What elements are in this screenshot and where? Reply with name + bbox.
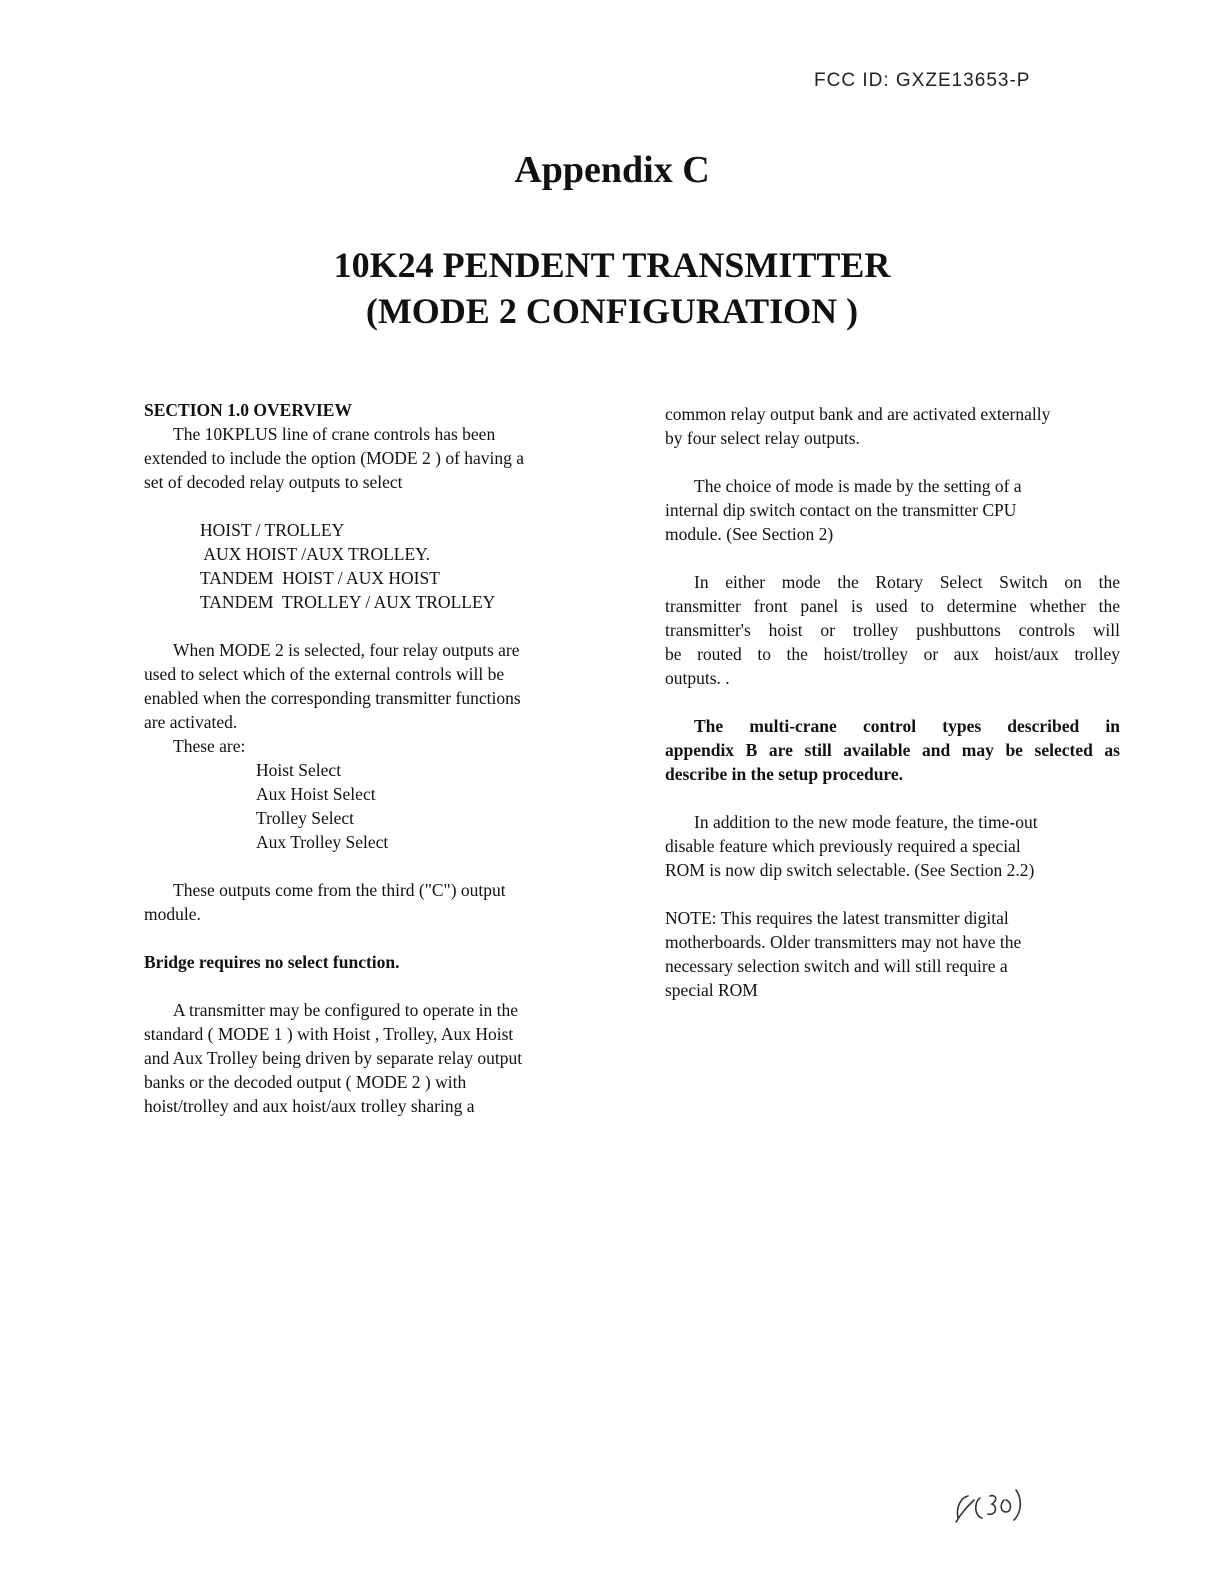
paragraph-line: module.	[144, 904, 201, 924]
timeout-paragraph	[665, 810, 1120, 882]
list-item: Hoist Select	[256, 760, 342, 780]
note-paragraph	[665, 906, 1120, 1002]
fcc-id: FCC ID: GXZE13653-P	[814, 70, 1031, 91]
select-outputs-list	[144, 758, 584, 854]
appendix-heading: Appendix C	[514, 149, 710, 191]
list-item: TANDEM HOIST / AUX HOIST	[200, 568, 440, 588]
paragraph-line: The choice of mode is made by the setting of a	[694, 476, 1022, 496]
paragraph-line: transmitter front panel is used to determine whether the	[665, 596, 1120, 616]
paragraph-line: are activated.	[144, 712, 238, 732]
paragraph-line: The 10KPLUS line of crane controls has been	[173, 424, 496, 444]
overview-paragraph	[144, 422, 584, 494]
paragraph-line: standard ( MODE 1 ) with Hoist , Trolley, Aux Hoist	[144, 1024, 514, 1044]
paragraph-line: In either mode the Rotary Select Switch on the	[694, 572, 1120, 592]
paragraph-line: motherboards. Older transmitters may not have the	[665, 932, 1022, 952]
paragraph-line: ROM is now dip switch selectable. (See Section 2.2)	[665, 860, 1035, 880]
paragraph-line: module. (See Section 2)	[665, 524, 834, 544]
paragraph-line: special ROM	[665, 980, 758, 1000]
right-column	[665, 402, 1120, 1002]
paragraph-line: by four select relay outputs.	[665, 428, 860, 448]
list-item: Aux Trolley Select	[256, 832, 389, 852]
outputs-paragraph	[144, 878, 584, 926]
paragraph-line: enabled when the corresponding transmitter functions	[144, 688, 521, 708]
paragraph-line: When MODE 2 is selected, four relay outputs are	[173, 640, 520, 660]
left-column	[144, 398, 584, 1118]
paragraph-line: outputs. .	[665, 668, 730, 688]
paragraph-line: The multi-crane control types described in	[694, 716, 1120, 736]
rotary-switch-paragraph	[665, 570, 1120, 690]
paragraph-line: disable feature which previously required a special	[665, 836, 1021, 856]
title-line-2: (MODE 2 CONFIGURATION )	[365, 291, 859, 331]
paragraph-line: transmitter's hoist or trolley pushbuttons controls will	[665, 620, 1120, 640]
paragraph-line: used to select which of the external controls will be	[144, 664, 505, 684]
list-item: Trolley Select	[256, 808, 355, 828]
multi-crane-note	[665, 714, 1120, 786]
list-item: AUX HOIST /AUX TROLLEY.	[200, 544, 430, 564]
paragraph-line: In addition to the new mode feature, the time-out	[694, 812, 1038, 832]
list-item: TANDEM TROLLEY / AUX TROLLEY	[200, 592, 496, 612]
document-title	[0, 242, 1224, 334]
section-heading: SECTION 1.0 OVERVIEW	[144, 400, 352, 420]
paragraph-line: These are:	[173, 736, 246, 756]
mode2-paragraph	[144, 638, 584, 758]
paragraph-line: set of decoded relay outputs to select	[144, 472, 403, 492]
configuration-paragraph	[144, 998, 584, 1118]
handwritten-page-mark	[950, 1482, 1030, 1533]
paragraph-line: describe in the setup procedure.	[665, 764, 904, 784]
list-item: Aux Hoist Select	[256, 784, 376, 804]
mode-options-list	[144, 518, 584, 614]
paragraph-line: common relay output bank and are activated externally	[665, 404, 1051, 424]
signature-icon	[950, 1482, 1030, 1528]
list-item: HOIST / TROLLEY	[200, 520, 345, 540]
paragraph-line: A transmitter may be configured to operate in the	[173, 1000, 519, 1020]
paragraph-line: These outputs come from the third ("C") output	[173, 880, 506, 900]
bridge-note: Bridge requires no select function.	[144, 952, 400, 972]
paragraph-line: NOTE: This requires the latest transmitter digital	[665, 908, 1009, 928]
paragraph-line: extended to include the option (MODE 2 ) of having a	[144, 448, 525, 468]
mode-choice-paragraph	[665, 474, 1120, 546]
paragraph-line: appendix B are still available and may be selected as	[665, 740, 1120, 760]
paragraph-line: hoist/trolley and aux hoist/aux trolley sharing a	[144, 1096, 475, 1116]
paragraph-line: and Aux Trolley being driven by separate relay output	[144, 1048, 523, 1068]
paragraph-line: necessary selection switch and will still require a	[665, 956, 1008, 976]
relay-bank-paragraph	[665, 402, 1120, 450]
title-line-1: 10K24 PENDENT TRANSMITTER	[333, 245, 891, 285]
paragraph-line: be routed to the hoist/trolley or aux hoist/aux trolley	[665, 644, 1120, 664]
paragraph-line: banks or the decoded output ( MODE 2 ) with	[144, 1072, 467, 1092]
paragraph-line: internal dip switch contact on the transmitter CPU	[665, 500, 1017, 520]
